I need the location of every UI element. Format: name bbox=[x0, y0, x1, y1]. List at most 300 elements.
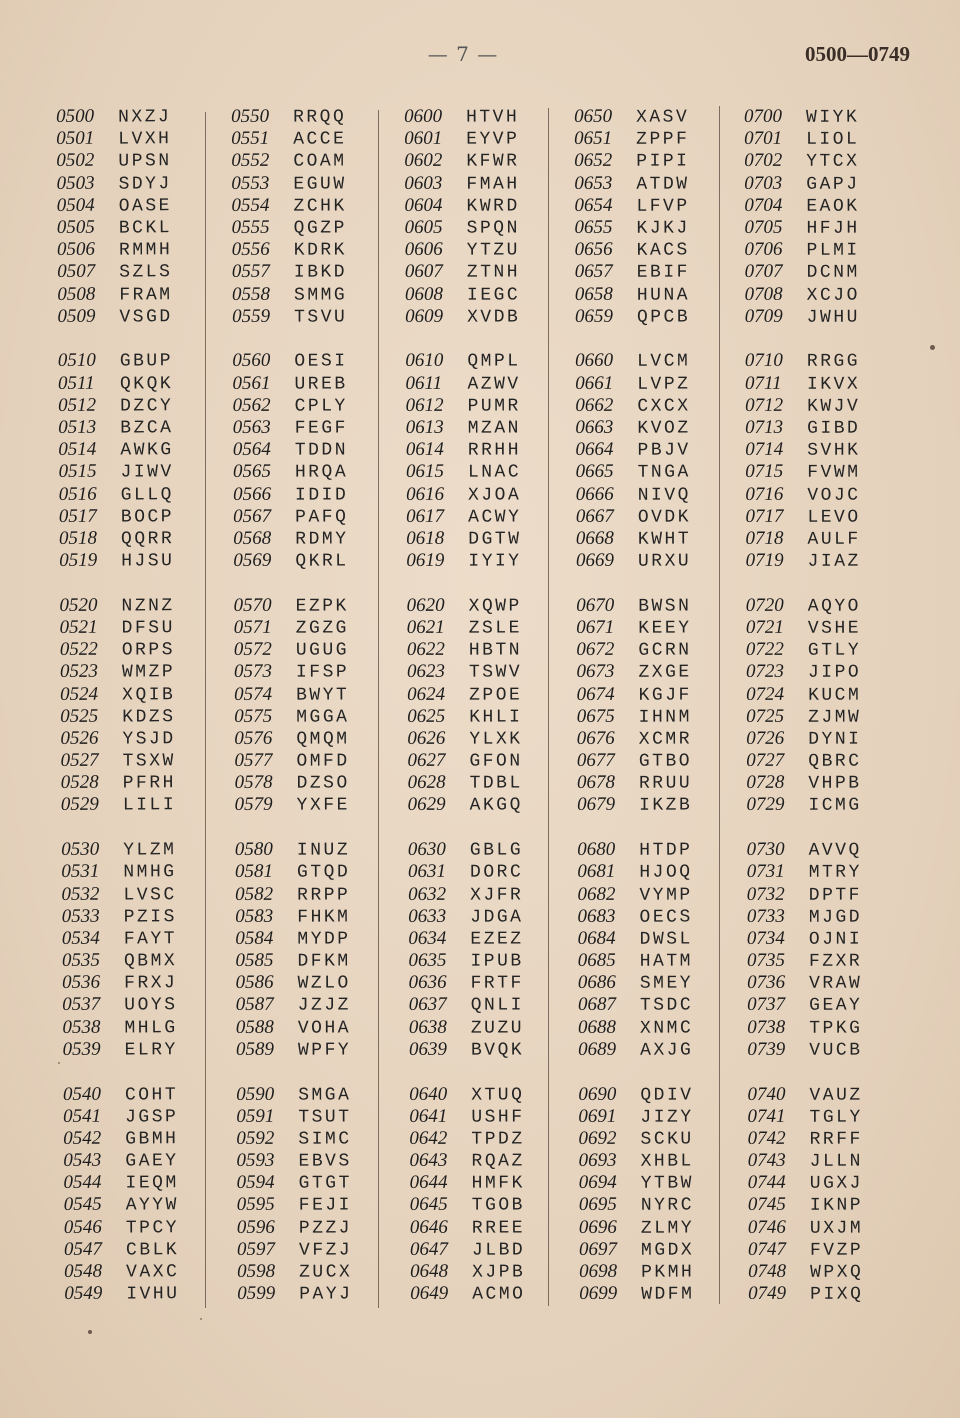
code-word: EYVP bbox=[466, 129, 520, 150]
code-row bbox=[405, 238, 555, 261]
code-number: 0687 bbox=[577, 994, 616, 1016]
code-row bbox=[58, 460, 208, 483]
code-word: GIBD bbox=[807, 418, 861, 439]
code-number: 0621 bbox=[406, 616, 445, 638]
code-number: 0637 bbox=[408, 994, 447, 1016]
code-word: JLBD bbox=[471, 1240, 526, 1261]
code-word: KJKJ bbox=[636, 218, 690, 239]
code-number: 0501 bbox=[56, 127, 95, 150]
code-number: 0704 bbox=[744, 194, 783, 216]
code-word: EGUW bbox=[293, 173, 347, 195]
code-number: 0646 bbox=[409, 1216, 448, 1238]
code-number: 0536 bbox=[62, 971, 101, 994]
code-number: 0700 bbox=[744, 105, 783, 127]
code-row bbox=[577, 772, 727, 795]
code-word: QMPL bbox=[467, 351, 521, 373]
code-row bbox=[234, 749, 384, 772]
code-group bbox=[576, 594, 727, 817]
code-number: 0649 bbox=[410, 1282, 449, 1305]
code-row bbox=[577, 749, 727, 772]
code-word: PZIS bbox=[123, 906, 177, 928]
code-group bbox=[578, 1083, 729, 1306]
code-word: KACS bbox=[636, 240, 690, 261]
code-row bbox=[578, 927, 728, 950]
code-word: PAYJ bbox=[299, 1284, 353, 1305]
code-group bbox=[574, 105, 725, 328]
code-row bbox=[577, 883, 727, 906]
code-word: WMZP bbox=[121, 662, 176, 683]
code-row bbox=[409, 1083, 559, 1106]
code-number: 0678 bbox=[576, 772, 615, 794]
code-word: KWJV bbox=[807, 396, 861, 417]
code-row bbox=[234, 594, 384, 617]
code-number: 0514 bbox=[58, 438, 97, 461]
code-number: 0705 bbox=[744, 216, 783, 238]
code-row bbox=[56, 127, 206, 150]
code-number: 0511 bbox=[57, 372, 95, 394]
code-row bbox=[578, 994, 728, 1017]
code-row bbox=[409, 971, 559, 994]
code-number: 0665 bbox=[575, 461, 614, 483]
code-row bbox=[748, 1194, 898, 1217]
code-word: ZGZG bbox=[295, 618, 350, 639]
code-word: NZNZ bbox=[121, 595, 175, 617]
code-number: 0652 bbox=[574, 150, 613, 172]
code-word: RRUU bbox=[638, 773, 693, 794]
code-number: 0510 bbox=[57, 350, 96, 372]
code-number: 0703 bbox=[744, 172, 783, 194]
code-word: EBIF bbox=[636, 262, 690, 284]
code-number: 0524 bbox=[60, 683, 99, 705]
code-word: QDIV bbox=[640, 1084, 694, 1106]
code-word: WDFM bbox=[641, 1284, 695, 1305]
code-row bbox=[746, 750, 896, 773]
code-number: 0744 bbox=[747, 1172, 786, 1194]
code-row bbox=[574, 128, 724, 151]
code-word: BVQK bbox=[470, 1040, 525, 1061]
code-word: LFVP bbox=[636, 196, 690, 217]
code-word: NMHG bbox=[123, 862, 177, 883]
code-word: LVPZ bbox=[637, 374, 691, 395]
code-row bbox=[745, 305, 895, 328]
code-number: 0553 bbox=[231, 172, 270, 194]
code-number: 0576 bbox=[234, 727, 273, 749]
code-number: 0521 bbox=[59, 616, 98, 638]
code-number: 0564 bbox=[232, 438, 271, 461]
code-number: 0617 bbox=[406, 505, 445, 527]
page-number: — 7 — bbox=[427, 42, 499, 66]
code-word: MGGA bbox=[296, 707, 350, 728]
code-row bbox=[56, 149, 206, 172]
code-row bbox=[747, 994, 897, 1017]
code-group bbox=[747, 1083, 898, 1305]
code-word: GBLG bbox=[469, 840, 524, 861]
code-word: CPLY bbox=[294, 396, 348, 417]
code-row bbox=[747, 972, 897, 995]
code-row bbox=[62, 993, 212, 1016]
code-number: 0588 bbox=[235, 1016, 274, 1038]
code-row bbox=[233, 461, 383, 484]
code-row bbox=[231, 172, 381, 195]
code-row bbox=[746, 616, 896, 639]
code-word: DFSU bbox=[121, 618, 175, 639]
code-row bbox=[748, 1238, 898, 1261]
code-row bbox=[408, 949, 558, 972]
code-row bbox=[62, 1016, 212, 1039]
code-number: 0581 bbox=[234, 861, 274, 883]
code-number: 0603 bbox=[404, 172, 443, 194]
code-number: 0688 bbox=[577, 1016, 617, 1038]
code-number: 0543 bbox=[63, 1149, 102, 1172]
code-number: 0500 bbox=[56, 105, 95, 127]
code-word: JGSP bbox=[124, 1106, 179, 1128]
code-row bbox=[577, 683, 727, 706]
code-row bbox=[746, 550, 896, 573]
code-word: RRHH bbox=[467, 440, 522, 461]
code-number: 0661 bbox=[575, 372, 614, 394]
code-number: 0630 bbox=[407, 838, 446, 861]
code-row bbox=[407, 683, 557, 706]
code-group bbox=[59, 594, 211, 817]
code-row bbox=[579, 1149, 729, 1172]
code-number: 0614 bbox=[405, 438, 444, 461]
code-word: AYYW bbox=[125, 1195, 179, 1216]
code-row bbox=[410, 1216, 560, 1239]
code-number: 0585 bbox=[235, 949, 274, 972]
code-row bbox=[57, 216, 207, 239]
code-column bbox=[231, 105, 387, 1328]
code-group bbox=[746, 594, 897, 816]
code-word: VRAW bbox=[809, 973, 863, 995]
code-word: ZUZU bbox=[470, 1018, 525, 1039]
code-number: 0724 bbox=[746, 683, 785, 705]
code-word: UGXJ bbox=[809, 1173, 864, 1195]
code-row bbox=[745, 461, 895, 484]
code-row bbox=[233, 505, 383, 528]
code-row bbox=[406, 438, 556, 461]
code-row bbox=[745, 372, 895, 395]
code-group bbox=[407, 594, 558, 817]
code-row bbox=[231, 150, 381, 173]
code-number: 0580 bbox=[234, 838, 273, 861]
code-word: UPSN bbox=[118, 151, 172, 172]
code-word: UREB bbox=[294, 373, 348, 395]
code-word: YLZM bbox=[123, 840, 177, 861]
code-word: GBMH bbox=[125, 1129, 179, 1150]
code-number: 0622 bbox=[406, 638, 445, 661]
code-row bbox=[235, 794, 385, 817]
code-row bbox=[63, 1171, 213, 1194]
code-row bbox=[748, 1216, 898, 1239]
code-number: 0596 bbox=[236, 1216, 275, 1238]
code-number: 0608 bbox=[404, 283, 444, 305]
code-word: VHPB bbox=[808, 773, 862, 795]
code-number: 0555 bbox=[231, 216, 270, 238]
code-number: 0745 bbox=[747, 1194, 786, 1216]
code-row bbox=[408, 905, 558, 928]
code-number: 0691 bbox=[578, 1105, 617, 1127]
code-number: 0654 bbox=[574, 194, 613, 216]
code-row bbox=[578, 949, 728, 972]
code-number: 0648 bbox=[410, 1260, 449, 1282]
code-word: EBVS bbox=[298, 1151, 352, 1172]
code-number: 0635 bbox=[408, 949, 447, 972]
code-row bbox=[578, 1083, 728, 1106]
code-row bbox=[577, 705, 727, 728]
code-row bbox=[406, 527, 556, 550]
code-row bbox=[409, 1149, 559, 1172]
code-number: 0589 bbox=[235, 1038, 274, 1060]
code-row bbox=[408, 927, 558, 950]
code-word: AZWV bbox=[467, 373, 521, 395]
code-row bbox=[58, 349, 208, 372]
code-row bbox=[63, 1082, 213, 1105]
code-row bbox=[747, 883, 897, 906]
code-row bbox=[406, 416, 556, 439]
code-row bbox=[233, 416, 383, 439]
code-number: 0541 bbox=[62, 1105, 102, 1127]
code-word: MZAN bbox=[467, 418, 521, 439]
code-row bbox=[58, 416, 208, 439]
code-row bbox=[579, 1260, 729, 1283]
code-word: QKQK bbox=[119, 373, 174, 395]
code-word: QBRC bbox=[808, 751, 862, 772]
code-row bbox=[234, 616, 384, 639]
code-number: 0643 bbox=[409, 1149, 448, 1172]
code-word: HJSU bbox=[121, 551, 175, 572]
code-number: 0570 bbox=[233, 594, 272, 616]
code-number: 0529 bbox=[60, 794, 99, 816]
code-word: PKMH bbox=[641, 1262, 695, 1283]
code-word: DZSO bbox=[296, 773, 350, 794]
code-word: DCNM bbox=[806, 262, 860, 284]
code-word: PFRH bbox=[122, 773, 177, 794]
code-number: 0519 bbox=[59, 549, 98, 572]
code-word: IKVX bbox=[806, 374, 861, 395]
code-row bbox=[57, 282, 207, 305]
code-word: INUZ bbox=[296, 840, 351, 861]
code-row bbox=[747, 950, 897, 973]
code-number: 0664 bbox=[575, 438, 614, 461]
code-word: PLMI bbox=[806, 240, 860, 261]
code-number: 0625 bbox=[407, 705, 446, 727]
code-number: 0503 bbox=[56, 172, 95, 194]
code-row bbox=[407, 749, 557, 772]
code-word: RMMH bbox=[118, 240, 173, 261]
code-word: XQWP bbox=[468, 596, 522, 617]
code-number: 0602 bbox=[404, 150, 443, 172]
code-number: 0720 bbox=[745, 594, 784, 616]
code-word: AWKG bbox=[120, 440, 174, 461]
code-word: JIWV bbox=[120, 462, 174, 483]
code-word: VOJC bbox=[807, 485, 861, 506]
code-word: KFWR bbox=[466, 151, 520, 173]
code-row bbox=[744, 239, 894, 262]
code-number: 0559 bbox=[232, 305, 271, 327]
code-word: IDID bbox=[294, 484, 349, 506]
code-word: ACMO bbox=[472, 1284, 526, 1305]
code-row bbox=[234, 683, 384, 706]
code-number: 0719 bbox=[745, 549, 784, 572]
code-number: 0675 bbox=[576, 705, 615, 727]
code-number: 0525 bbox=[60, 705, 99, 727]
code-number: 0642 bbox=[409, 1127, 448, 1149]
code-word: UXJM bbox=[809, 1218, 864, 1239]
code-word: FHKM bbox=[297, 907, 351, 928]
code-word: LIOL bbox=[806, 129, 860, 150]
code-number: 0658 bbox=[574, 283, 613, 305]
code-row bbox=[59, 549, 209, 572]
code-word: MTRY bbox=[808, 862, 862, 884]
code-number: 0722 bbox=[745, 638, 784, 661]
code-word: ACCE bbox=[293, 129, 347, 150]
code-number: 0714 bbox=[745, 438, 784, 461]
page-range-heading: 0500—0749 bbox=[805, 42, 910, 66]
code-number: 0526 bbox=[60, 727, 99, 749]
code-row bbox=[409, 994, 559, 1017]
code-number: 0746 bbox=[747, 1216, 786, 1238]
code-word: DFKM bbox=[297, 951, 351, 972]
code-word: OESI bbox=[294, 351, 348, 373]
code-word: RRQQ bbox=[293, 107, 347, 128]
code-number: 0582 bbox=[235, 883, 274, 905]
code-row bbox=[748, 1127, 898, 1150]
code-row bbox=[404, 150, 554, 173]
code-word: SVHK bbox=[807, 440, 861, 461]
code-word: XQIB bbox=[122, 684, 176, 706]
code-number: 0565 bbox=[232, 461, 271, 483]
code-word: TSXW bbox=[122, 751, 176, 772]
code-row bbox=[59, 505, 209, 528]
code-row bbox=[405, 305, 555, 328]
code-row bbox=[576, 527, 726, 550]
code-group bbox=[577, 838, 728, 1061]
code-word: TSUT bbox=[298, 1107, 352, 1128]
code-row bbox=[576, 661, 726, 684]
code-number: 0669 bbox=[575, 549, 615, 572]
code-word: KGJF bbox=[638, 684, 692, 706]
code-number: 0645 bbox=[409, 1194, 448, 1216]
code-word: URXU bbox=[637, 551, 692, 572]
code-word: XTUQ bbox=[471, 1084, 525, 1106]
code-row bbox=[410, 1171, 560, 1194]
code-number: 0530 bbox=[61, 838, 100, 861]
code-group bbox=[234, 594, 385, 817]
code-word: XVDB bbox=[467, 307, 521, 328]
code-number: 0595 bbox=[236, 1194, 275, 1216]
code-number: 0549 bbox=[64, 1282, 103, 1305]
code-group bbox=[231, 105, 382, 328]
code-row bbox=[576, 549, 726, 572]
code-row bbox=[746, 683, 896, 706]
code-row bbox=[745, 350, 895, 373]
code-word: IEGC bbox=[466, 284, 521, 306]
code-row bbox=[235, 905, 385, 928]
code-word: PIXQ bbox=[810, 1284, 864, 1305]
code-column bbox=[744, 105, 898, 1327]
code-number: 0605 bbox=[404, 216, 443, 238]
code-word: HMFK bbox=[471, 1173, 525, 1194]
code-word: KVOZ bbox=[637, 418, 691, 439]
code-number: 0694 bbox=[578, 1172, 617, 1194]
code-word: YTBW bbox=[640, 1173, 694, 1194]
code-number: 0667 bbox=[575, 505, 614, 527]
code-word: SPQN bbox=[466, 218, 520, 239]
code-word: USHF bbox=[471, 1107, 525, 1128]
code-group bbox=[236, 1083, 387, 1306]
code-word: TDBL bbox=[469, 773, 523, 794]
code-word: YXFE bbox=[296, 795, 350, 817]
code-number: 0518 bbox=[58, 527, 98, 549]
code-word: VFZJ bbox=[298, 1240, 353, 1261]
code-number: 0734 bbox=[746, 927, 785, 949]
code-row bbox=[405, 283, 555, 306]
code-number: 0699 bbox=[579, 1283, 618, 1305]
code-row bbox=[236, 1105, 386, 1128]
code-row bbox=[407, 616, 557, 639]
code-group bbox=[58, 349, 210, 572]
code-number: 0537 bbox=[62, 994, 101, 1016]
code-number: 0606 bbox=[404, 238, 443, 261]
code-number: 0735 bbox=[746, 949, 786, 972]
code-word: MGDX bbox=[640, 1240, 695, 1261]
code-word: TPKG bbox=[809, 1018, 863, 1039]
code-number: 0666 bbox=[575, 483, 614, 505]
code-row bbox=[409, 1127, 559, 1150]
code-row bbox=[233, 483, 383, 506]
code-row bbox=[236, 1038, 386, 1061]
code-number: 0613 bbox=[405, 416, 444, 438]
code-number: 0686 bbox=[577, 972, 616, 994]
code-group bbox=[235, 838, 386, 1061]
code-row bbox=[60, 682, 210, 705]
code-number: 0577 bbox=[234, 749, 273, 772]
code-number: 0640 bbox=[409, 1083, 448, 1105]
code-word: DORC bbox=[469, 862, 524, 883]
code-word: IVHU bbox=[126, 1284, 180, 1305]
code-word: FRTF bbox=[470, 973, 524, 994]
code-row bbox=[745, 527, 895, 550]
code-word: TGLY bbox=[809, 1107, 863, 1128]
code-number: 0562 bbox=[232, 394, 271, 416]
code-word: RQAZ bbox=[471, 1151, 525, 1172]
code-group bbox=[747, 839, 898, 1061]
code-group bbox=[404, 105, 555, 328]
code-row bbox=[57, 305, 207, 328]
code-row bbox=[62, 927, 212, 950]
code-row bbox=[579, 1238, 729, 1261]
code-word: FMAH bbox=[466, 173, 520, 195]
code-number: 0636 bbox=[408, 972, 447, 994]
code-number: 0604 bbox=[404, 194, 443, 216]
code-number: 0736 bbox=[747, 972, 786, 994]
code-number: 0702 bbox=[744, 150, 783, 172]
paper-speck bbox=[88, 1330, 92, 1334]
code-word: VUCB bbox=[809, 1040, 863, 1061]
code-row bbox=[578, 1016, 728, 1039]
code-word: BOCP bbox=[120, 506, 175, 528]
code-row bbox=[61, 793, 211, 816]
code-number: 0591 bbox=[236, 1105, 275, 1127]
code-row bbox=[235, 949, 385, 972]
code-word: FVZP bbox=[809, 1240, 864, 1261]
code-word: QMQM bbox=[296, 729, 350, 750]
code-row bbox=[60, 705, 210, 728]
code-row bbox=[59, 482, 209, 505]
code-number: 0573 bbox=[233, 661, 273, 683]
code-number: 0520 bbox=[59, 594, 98, 616]
code-row bbox=[405, 261, 555, 284]
